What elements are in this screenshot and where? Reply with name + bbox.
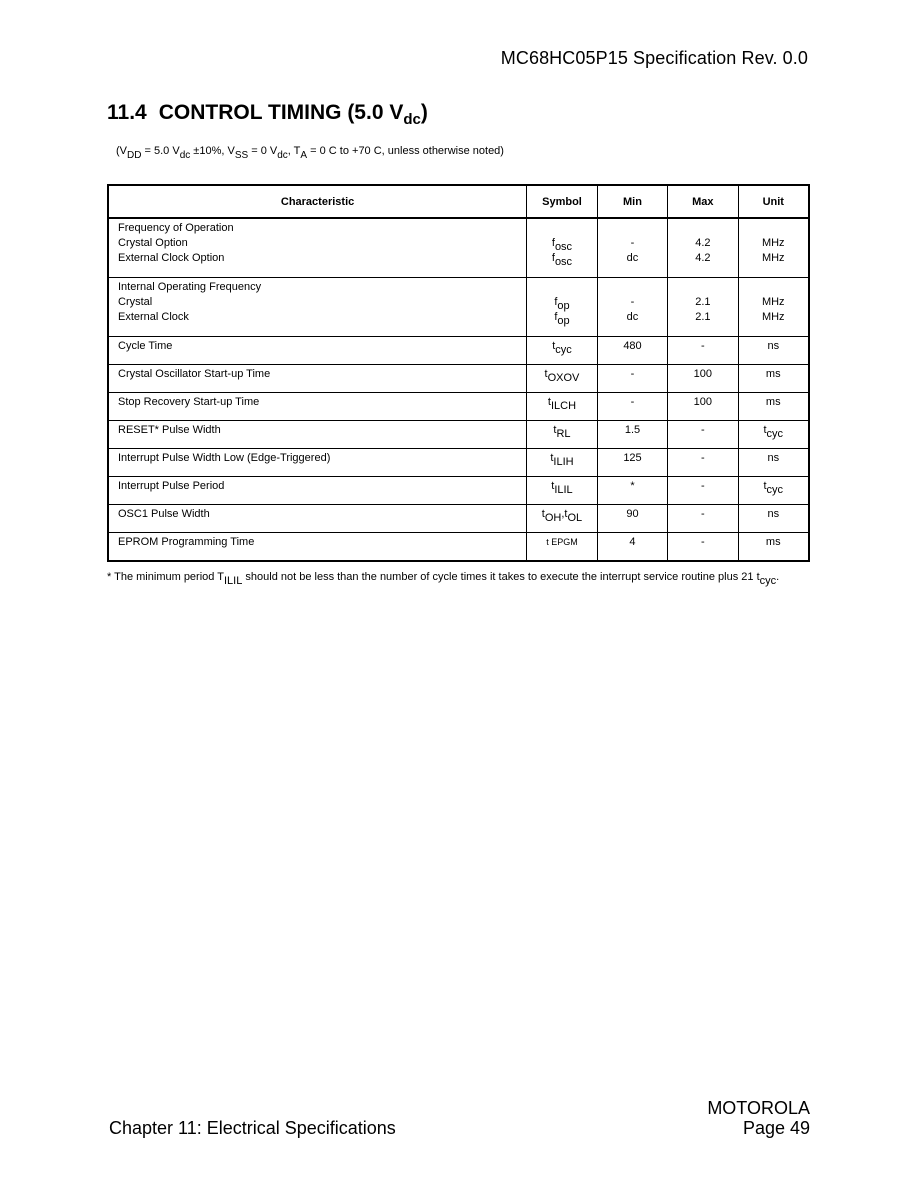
- unit-subscript: cyc: [766, 428, 784, 440]
- min-cell: -: [597, 393, 667, 421]
- characteristic-cell: Crystal Oscillator Start-up Time: [108, 365, 527, 393]
- table-row: [108, 505, 809, 533]
- max-value: 2.1: [695, 296, 711, 308]
- symbol-subscript: cyc: [555, 344, 572, 356]
- symbol-subscript: ILCH: [550, 400, 577, 412]
- max-cell: -: [668, 505, 738, 533]
- footer-chapter: Chapter 11: Electrical Specifications: [109, 1118, 396, 1138]
- min-cell: 90: [597, 505, 667, 533]
- footer-page-number: Page 49: [742, 1118, 810, 1138]
- unit-value: MHz: [761, 252, 785, 264]
- symbol-base: t: [544, 368, 548, 380]
- conditions-text: = 0 C to +70 C, unless otherwise noted): [307, 145, 504, 157]
- symbol-subscript: ILIL: [554, 484, 573, 496]
- max-cell: -: [668, 421, 738, 449]
- section-title-close: ): [420, 101, 428, 124]
- symbol-subscript: osc: [554, 256, 573, 268]
- table-row: [108, 477, 809, 505]
- symbol-subscript: RL: [556, 428, 571, 440]
- min-cell: *: [597, 477, 667, 505]
- characteristic-group-title: Frequency of Operation: [118, 222, 234, 234]
- characteristic-cell: [108, 218, 527, 278]
- header-min: Min: [597, 185, 667, 218]
- test-conditions: [116, 145, 504, 161]
- symbol-cell: [527, 218, 598, 278]
- min-cell: 125: [597, 449, 667, 477]
- symbol-subscript: OXOV: [547, 372, 580, 384]
- table-row: [108, 278, 809, 337]
- symbol-subscript: op: [557, 315, 570, 327]
- max-cell: [668, 278, 738, 337]
- min-cell: [597, 218, 667, 278]
- footnote-text: * The minimum period T: [107, 571, 224, 583]
- symbol-cell: [527, 421, 598, 449]
- unit-value: ms: [765, 396, 781, 408]
- unit-cell: [738, 393, 809, 421]
- characteristic-cell: Interrupt Pulse Period: [108, 477, 527, 505]
- unit-value: MHz: [761, 296, 785, 308]
- min-cell: 480: [597, 337, 667, 365]
- conditions-subscript: dc: [179, 150, 191, 161]
- min-value: dc: [626, 252, 639, 264]
- unit-cell: [738, 421, 809, 449]
- max-cell: -: [668, 449, 738, 477]
- symbol-base: t: [547, 396, 551, 408]
- footnote-text: should not be less than the number of cycle times it takes to execute the interrupt service routine plus 21 t: [242, 571, 760, 583]
- symbol-base: f: [551, 252, 555, 264]
- min-cell: 4: [597, 533, 667, 562]
- table-row: [108, 393, 809, 421]
- footnote-subscript: ILIL: [223, 575, 243, 587]
- symbol-base: ,t: [561, 508, 568, 520]
- table-row: [108, 421, 809, 449]
- max-value: 4.2: [695, 252, 711, 264]
- unit-value: MHz: [761, 311, 785, 323]
- characteristic-cell: OSC1 Pulse Width: [108, 505, 527, 533]
- symbol-cell: [527, 505, 598, 533]
- symbol-subscript: op: [557, 300, 570, 312]
- min-cell: -: [597, 365, 667, 393]
- footer-brand: MOTOROLA: [707, 1098, 810, 1118]
- symbol-cell: [527, 449, 598, 477]
- max-value: 2.1: [695, 311, 711, 323]
- characteristic-group-title: Internal Operating Frequency: [118, 281, 262, 293]
- unit-cell: [738, 533, 809, 562]
- conditions-text: ±10%, V: [190, 145, 235, 157]
- section-number: 11.4: [107, 101, 147, 124]
- table-row: [108, 449, 809, 477]
- header-characteristic: Characteristic: [108, 185, 527, 218]
- section-heading: [107, 101, 428, 128]
- header-symbol: Symbol: [527, 185, 598, 218]
- document-header-title: MC68HC05P15 Specification Rev. 0.0: [500, 48, 808, 68]
- unit-value: ns: [767, 508, 780, 520]
- table-row: [108, 337, 809, 365]
- symbol-subscript: OH: [544, 512, 562, 524]
- unit-value: ms: [765, 368, 781, 380]
- symbol-cell: [527, 365, 598, 393]
- symbol-base: f: [554, 311, 558, 323]
- symbol-base: t: [541, 508, 545, 520]
- min-cell: 1.5: [597, 421, 667, 449]
- table-row: [108, 365, 809, 393]
- unit-cell: [738, 337, 809, 365]
- unit-value: t: [763, 480, 767, 492]
- characteristic-cell: Cycle Time: [108, 337, 527, 365]
- table-footnote: [107, 566, 813, 588]
- conditions-text: = 5.0 V: [141, 145, 180, 157]
- table-row: [108, 218, 809, 278]
- symbol-base: t: [550, 452, 554, 464]
- characteristic-cell: Interrupt Pulse Width Low (Edge-Triggered): [108, 449, 527, 477]
- max-cell: -: [668, 533, 738, 562]
- unit-cell: [738, 365, 809, 393]
- header-unit: Unit: [738, 185, 809, 218]
- footnote-text: .: [776, 571, 780, 583]
- unit-cell: [738, 449, 809, 477]
- conditions-subscript: A: [300, 150, 308, 161]
- characteristic-cell: [108, 278, 527, 337]
- symbol-base: t EPGM: [546, 537, 578, 547]
- footnote-subscript: cyc: [759, 575, 777, 587]
- symbol-base: t: [553, 424, 557, 436]
- conditions-subscript: dc: [277, 150, 288, 161]
- section-title-subscript: dc: [403, 111, 421, 128]
- symbol-cell: [527, 393, 598, 421]
- max-cell: [668, 218, 738, 278]
- section-title-text: CONTROL TIMING (5.0 V: [158, 101, 404, 124]
- max-cell: -: [668, 337, 738, 365]
- conditions-text: (V: [116, 145, 127, 157]
- unit-value: ms: [765, 536, 781, 548]
- table-row: [108, 533, 809, 562]
- characteristic-option: External Clock: [118, 311, 189, 323]
- unit-subscript: cyc: [766, 484, 784, 496]
- min-value: dc: [626, 311, 639, 323]
- characteristic-option: Crystal: [118, 296, 153, 308]
- symbol-cell: [527, 533, 598, 562]
- symbol-base: t: [551, 480, 555, 492]
- conditions-text: = 0 V: [248, 145, 278, 157]
- symbol-subscript: ILIH: [553, 456, 574, 468]
- min-value: -: [630, 237, 635, 249]
- unit-value: t: [763, 424, 767, 436]
- characteristic-cell: RESET* Pulse Width: [108, 421, 527, 449]
- unit-value: ns: [767, 340, 780, 352]
- min-cell: [597, 278, 667, 337]
- characteristic-option: External Clock Option: [118, 252, 225, 264]
- symbol-cell: [527, 477, 598, 505]
- header-max: Max: [668, 185, 738, 218]
- control-timing-table: [107, 184, 810, 562]
- unit-value: MHz: [761, 237, 785, 249]
- symbol-cell: [527, 337, 598, 365]
- symbol-base: f: [551, 237, 555, 249]
- characteristic-option: Crystal Option: [118, 237, 188, 249]
- min-value: -: [630, 296, 635, 308]
- conditions-subscript: DD: [127, 150, 142, 161]
- unit-cell: [738, 218, 809, 278]
- symbol-cell: [527, 278, 598, 337]
- max-cell: 100: [668, 393, 738, 421]
- conditions-subscript: SS: [234, 150, 249, 161]
- symbol-subscript: osc: [554, 241, 573, 253]
- conditions-text: , T: [287, 145, 301, 157]
- max-value: 4.2: [695, 237, 711, 249]
- symbol-subscript: OL: [567, 512, 583, 524]
- characteristic-cell: Stop Recovery Start-up Time: [108, 393, 527, 421]
- unit-cell: [738, 505, 809, 533]
- unit-cell: [738, 278, 809, 337]
- max-cell: 100: [668, 365, 738, 393]
- characteristic-cell: EPROM Programming Time: [108, 533, 527, 562]
- unit-cell: [738, 477, 809, 505]
- max-cell: -: [668, 477, 738, 505]
- symbol-base: f: [554, 296, 558, 308]
- symbol-base: t: [552, 340, 556, 352]
- table-header-row: [108, 185, 809, 218]
- unit-value: ns: [767, 452, 780, 464]
